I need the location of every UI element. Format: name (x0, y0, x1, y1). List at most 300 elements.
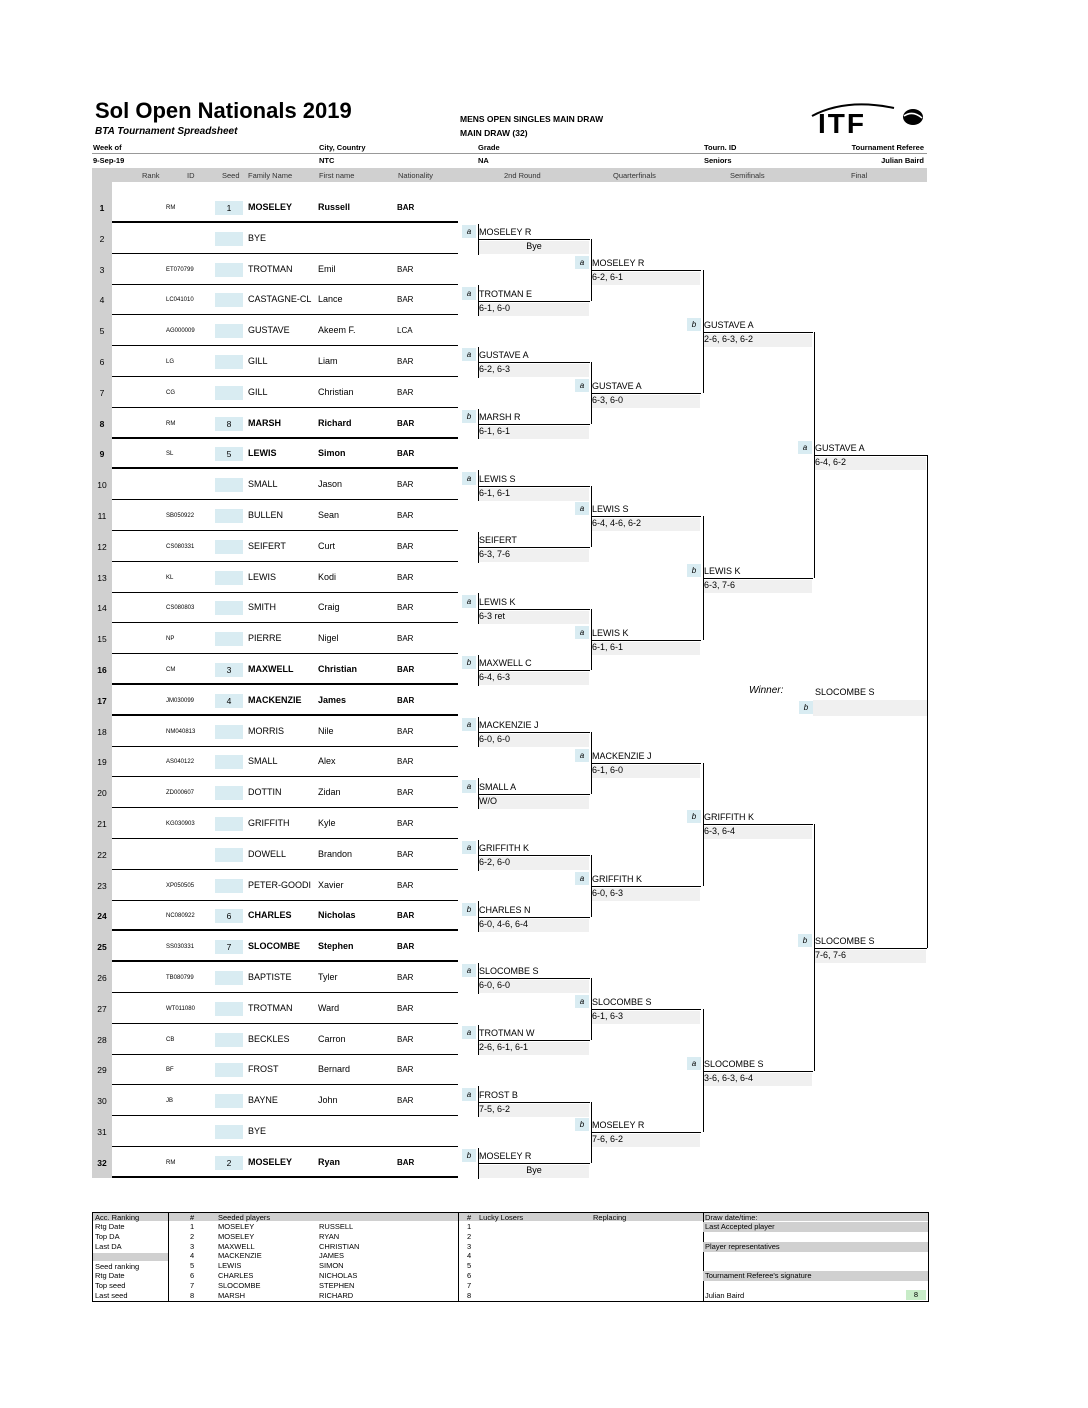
family-name: PETER-GOODI (248, 879, 312, 890)
match-flag: a (462, 780, 476, 793)
player-id: AG000009 (166, 328, 195, 335)
row-number: 30 (97, 1096, 107, 1107)
player-row (92, 932, 458, 962)
nationality: BAR (397, 1157, 415, 1167)
match-winner: SLOCOMBE S (592, 997, 652, 1008)
player-row (92, 901, 458, 931)
match-score: 6-4, 6-2 (815, 457, 926, 470)
nationality: BAR (397, 1065, 414, 1075)
tourn-id-value: Seniors (704, 156, 732, 165)
row-number: 2 (99, 233, 105, 244)
player-row (92, 994, 458, 1024)
seed-ranking-bar (93, 1253, 168, 1261)
seed-cell: 8 (215, 417, 243, 431)
player-row (92, 409, 458, 439)
player-row (92, 501, 458, 531)
family-name: BYE (248, 232, 267, 243)
seed-cell (215, 725, 243, 739)
bracket-connector (478, 486, 592, 548)
match-flag: b (575, 1118, 589, 1131)
player-id: AS040122 (166, 759, 195, 766)
col-family-name: Family Name (248, 171, 293, 180)
first-name: Richard (318, 417, 352, 428)
seed-first-name: JAMES (319, 1251, 345, 1261)
family-name: MARSH (248, 417, 281, 428)
match-winner: LEWIS K (479, 596, 516, 607)
nationality: BAR (397, 295, 414, 305)
seed-ranking: Seed ranking (95, 1262, 140, 1271)
player-id: JB (166, 1098, 174, 1105)
match-flag: a (575, 256, 589, 269)
match-winner: MAXWELL C (479, 658, 532, 669)
ll-hash: # (467, 1213, 472, 1222)
first-name: Jason (318, 479, 343, 490)
match-score: 6-4, 6-3 (479, 672, 589, 685)
lucky-loser-number: 1 (467, 1222, 472, 1231)
player-row (92, 285, 458, 315)
itf-logo-text: ITF (818, 108, 866, 139)
page-title: Sol Open Nationals 2019 (95, 98, 352, 123)
bracket-line (478, 794, 590, 795)
match-winner: SLOCOMBE S (815, 935, 875, 946)
player-id: ET070799 (166, 266, 194, 273)
family-name: MAXWELL (248, 664, 294, 674)
player-row (92, 378, 458, 408)
nationality: BAR (397, 387, 414, 397)
first-name: Liam (318, 356, 338, 366)
lucky-loser-number: 2 (467, 1231, 472, 1241)
seed-cell (215, 232, 243, 246)
signature-count: 8 (906, 1290, 926, 1300)
player-id: NP (166, 636, 175, 643)
bracket-connector (478, 609, 592, 671)
row-number: 32 (97, 1157, 107, 1168)
first-name: Christian (318, 386, 354, 397)
col-id: ID (187, 171, 195, 180)
player-id: CS080803 (166, 605, 195, 612)
family-name: SMALL (248, 756, 278, 767)
match-flag: b (687, 810, 701, 823)
family-name: MORRIS (248, 725, 284, 736)
match-flag: b (462, 656, 476, 669)
tourn-id-label: Tourn. ID (704, 143, 737, 152)
nationality: BAR (397, 357, 414, 366)
match-score: 6-3 ret (479, 611, 589, 624)
divider (458, 1213, 459, 1301)
family-name: SEIFERT (248, 540, 286, 551)
winner-score-cell (813, 700, 927, 716)
seed-number: 8 (190, 1290, 195, 1300)
row-line (112, 683, 458, 685)
bracket-line (478, 547, 590, 548)
match-winner: MARSH R (479, 412, 521, 422)
match-score: 6-4, 4-6, 6-2 (592, 518, 700, 531)
itf-logo (806, 100, 926, 140)
match-flag: a (575, 626, 589, 639)
event-name: MENS OPEN SINGLES MAIN DRAW (460, 114, 604, 124)
col-rank: Rank (142, 171, 160, 180)
row-line (112, 714, 458, 716)
match-flag: b (798, 934, 812, 947)
player-row (92, 1086, 458, 1116)
rank-label-3: Last DA (95, 1242, 122, 1251)
nationality: BAR (397, 973, 414, 982)
row-line (112, 437, 458, 439)
family-name: BYE (248, 1126, 267, 1136)
match-flag: a (462, 348, 476, 361)
first-name: Simon (318, 448, 346, 459)
first-name: Nigel (318, 633, 339, 644)
family-name: DOTTIN (248, 787, 282, 798)
first-name: Christian (318, 664, 358, 674)
grade-value: NA (478, 156, 489, 165)
player-id: CG (166, 389, 175, 396)
seed-cell (215, 540, 243, 554)
family-name: GILL (248, 386, 268, 397)
seed-cell: 4 (215, 694, 243, 708)
lucky-loser-number: 5 (467, 1261, 472, 1271)
bracket-line (478, 1040, 590, 1041)
match-score: 6-1, 6-1 (592, 642, 700, 655)
bracket-connector (591, 1009, 704, 1132)
player-id: TB080799 (166, 975, 194, 981)
nationality: BAR (397, 264, 414, 274)
row-number: 5 (99, 326, 105, 337)
match-score: 7-5, 6-2 (479, 1104, 589, 1117)
seeds-hash: # (190, 1213, 195, 1222)
row-number: 7 (99, 387, 105, 398)
player-row (92, 686, 458, 716)
winner-label: Winner: (749, 685, 784, 696)
player-id: SS030331 (166, 944, 195, 951)
bracket-connector (591, 516, 704, 639)
row-number: 20 (97, 788, 107, 799)
match-score: 6-3, 6-0 (592, 395, 700, 408)
row-number: 22 (97, 849, 107, 860)
nationality: BAR (397, 511, 414, 520)
match-score: 6-1, 6-0 (592, 765, 700, 778)
player-id: RM (166, 420, 176, 427)
grade-label: Grade (478, 143, 500, 152)
player-reps-label: Player representatives (705, 1242, 780, 1251)
family-name: MACKENZIE (248, 694, 302, 705)
divider (92, 153, 927, 154)
row-number: 21 (97, 819, 107, 829)
first-name: Tyler (318, 972, 338, 982)
family-name: BULLEN (248, 510, 284, 520)
match-score: 6-3, 7-6 (704, 580, 812, 593)
row-line (112, 960, 458, 962)
first-name: Emil (318, 263, 336, 274)
first-name: Nicholas (318, 910, 356, 921)
seed-cell (215, 848, 243, 862)
acc-ranking: Acc. Ranking (95, 1213, 140, 1222)
seed-cell (215, 263, 243, 277)
bracket-line (591, 1132, 701, 1133)
nationality: BAR (397, 203, 415, 212)
match-winner: LEWIS S (479, 473, 516, 484)
row-line (112, 929, 458, 931)
row-number: 13 (97, 572, 107, 583)
seed-number: 2 (190, 1231, 195, 1241)
match-flag: a (462, 225, 476, 238)
player-id: CS080331 (166, 543, 195, 550)
match-flag: b (462, 1149, 476, 1162)
seed-cell (215, 817, 243, 831)
player-row (92, 1148, 458, 1178)
seed-first-name: CHRISTIAN (319, 1241, 360, 1251)
player-id: LC041010 (166, 297, 194, 304)
row-number: 24 (97, 911, 107, 922)
first-name: Ryan (318, 1156, 341, 1167)
family-name: TROTMAN (248, 1002, 293, 1013)
nationality: BAR (397, 665, 415, 674)
family-name: FROST (248, 1064, 279, 1075)
seed-family-name: CHARLES (218, 1271, 254, 1280)
row-number: 1 (99, 203, 105, 213)
first-name: Bernard (318, 1064, 351, 1075)
match-score: W/O (479, 796, 589, 809)
family-name: LEWIS (248, 448, 277, 459)
first-name: Nile (318, 725, 334, 736)
match-score: 6-0, 6-3 (592, 888, 700, 901)
seed-cell: 5 (215, 447, 243, 461)
match-score: 6-2, 6-0 (479, 857, 589, 870)
match-flag: a (687, 1057, 701, 1070)
player-row (92, 532, 458, 562)
match-score: 6-3, 6-4 (704, 826, 812, 839)
player-row (92, 655, 458, 685)
seed-number: 7 (190, 1280, 195, 1290)
replacing-label: Replacing (593, 1213, 627, 1222)
seed-first-name: RUSSELL (319, 1222, 354, 1231)
row-number: 26 (97, 973, 107, 983)
player-id: SB050922 (166, 513, 195, 519)
city-value: NTC (319, 156, 335, 165)
row-number: 14 (97, 603, 107, 614)
match-winner: GUSTAVE A (704, 319, 754, 330)
match-winner: LEWIS K (592, 627, 629, 638)
nationality: BAR (397, 572, 414, 582)
seed-cell (215, 1033, 243, 1047)
match-winner: GRIFFITH K (479, 843, 529, 854)
player-row (92, 809, 458, 839)
player-row (92, 840, 458, 870)
seed-number: 6 (190, 1271, 195, 1280)
match-winner: SMALL A (479, 781, 517, 792)
row-number: 10 (97, 480, 107, 491)
match-flag: a (462, 472, 476, 485)
first-name: Lance (318, 294, 343, 305)
col-2nd-round: 2nd Round (504, 171, 541, 180)
first-name: Akeem F. (318, 325, 356, 336)
match-winner: SLOCOMBE S (479, 966, 539, 977)
rank-label-1: Rtg Date (95, 1222, 125, 1231)
lucky-loser-number: 3 (467, 1241, 472, 1251)
row-number: 4 (99, 295, 105, 306)
first-name: Alex (318, 756, 336, 767)
match-winner: LEWIS K (704, 566, 741, 576)
family-name: GUSTAVE (248, 325, 290, 336)
bracket-connector (703, 332, 815, 578)
seed-cell (215, 1125, 243, 1139)
seed-cell: 3 (215, 663, 243, 677)
divider (168, 1213, 169, 1301)
match-flag: b (462, 903, 476, 916)
row-number: 29 (97, 1065, 107, 1076)
week-label: Week of (93, 143, 122, 152)
row-line (112, 467, 458, 469)
row-number: 16 (97, 665, 107, 675)
row-number: 6 (99, 357, 105, 367)
family-name: MOSELEY (248, 202, 293, 212)
match-winner: GRIFFITH K (592, 874, 642, 884)
match-flag: a (462, 841, 476, 854)
seed-first-name: RICHARD (319, 1290, 354, 1300)
seed-first-name: SIMON (319, 1261, 344, 1271)
match-score: 6-1, 6-1 (479, 488, 589, 501)
player-id: JM030099 (166, 697, 195, 704)
seed-family-name: LEWIS (218, 1261, 242, 1271)
family-name: SMITH (248, 602, 276, 613)
family-name: CASTAGNE-CL (248, 294, 312, 305)
family-name: BAYNE (248, 1095, 278, 1106)
bracket-line (814, 948, 927, 949)
winner-flag: b (799, 701, 813, 714)
player-id: CM (166, 667, 176, 673)
footer-table (92, 1212, 929, 1302)
lucky-loser-number: 6 (467, 1271, 472, 1280)
first-name: Curt (318, 540, 336, 551)
seed-label-3: Last seed (95, 1291, 128, 1300)
match-flag: a (575, 995, 589, 1008)
family-name: SMALL (248, 479, 278, 490)
match-winner: MACKENZIE J (479, 720, 539, 730)
seed-cell (215, 324, 243, 338)
bracket-connector (591, 270, 704, 393)
bracket-line (478, 670, 590, 671)
match-flag: a (462, 287, 476, 300)
player-id: ZD000607 (166, 790, 195, 797)
player-row (92, 193, 458, 223)
bracket-connector (478, 732, 592, 794)
col-semifinals: Semifinals (730, 171, 765, 180)
match-score: Bye (479, 1165, 589, 1178)
family-name: GRIFFITH (248, 818, 290, 828)
bracket-line (703, 578, 813, 579)
seed-cell (215, 571, 243, 585)
player-row (92, 470, 458, 500)
match-flag: a (575, 872, 589, 885)
week-value: 9-Sep-19 (93, 156, 125, 165)
nationality: BAR (397, 1003, 414, 1013)
player-id: SL (166, 451, 174, 458)
nationality: LCA (397, 326, 413, 336)
col-final: Final (851, 171, 868, 180)
seed-cell: 2 (215, 1156, 243, 1170)
match-winner: MOSELEY R (479, 1151, 532, 1162)
match-flag: b (687, 318, 701, 331)
first-name: Kyle (318, 818, 336, 828)
row-number: 19 (97, 757, 107, 768)
match-flag: a (462, 964, 476, 977)
col-first-name: First name (319, 171, 355, 180)
nationality: BAR (397, 849, 414, 859)
bracket-connector (591, 763, 704, 886)
nationality: BAR (397, 1034, 414, 1044)
row-number: 31 (97, 1127, 107, 1137)
first-name: Stephen (318, 941, 354, 952)
col-nationality: Nationality (398, 171, 434, 180)
draw-date-label: Draw date/time: (705, 1213, 758, 1222)
bracket-connector (478, 239, 592, 301)
bracket-connector (703, 824, 815, 1070)
seed-cell (215, 1002, 243, 1016)
first-name: John (318, 1095, 338, 1106)
nationality: BAR (397, 480, 414, 490)
bracket-connector (478, 978, 592, 1040)
player-row (92, 347, 458, 377)
bracket-line (478, 917, 590, 918)
seed-cell (215, 786, 243, 800)
player-row (92, 593, 458, 623)
seed-family-name: MOSELEY (218, 1222, 255, 1231)
seeded-players-label: Seeded players (218, 1213, 271, 1222)
row-number: 18 (97, 726, 107, 737)
seed-cell (215, 879, 243, 893)
lucky-loser-number: 7 (467, 1280, 472, 1290)
player-id: XP050505 (166, 882, 195, 889)
signature-name: Julian Baird (705, 1291, 745, 1300)
match-winner: FROST B (479, 1089, 518, 1100)
player-id: WT011080 (166, 1005, 195, 1012)
seed-label-1: Rtg Date (95, 1271, 125, 1280)
match-flag: a (575, 749, 589, 762)
match-winner: TROTMAN W (479, 1028, 535, 1038)
match-winner: GUSTAVE A (815, 442, 865, 453)
family-name: TROTMAN (248, 263, 293, 274)
ref-signature-label: Tournament Referee's signature (705, 1271, 812, 1280)
player-row (92, 255, 458, 285)
match-winner: SLOCOMBE S (704, 1058, 764, 1069)
nationality: BAR (397, 634, 414, 644)
match-winner: GUSTAVE A (592, 381, 642, 392)
match-score: 6-3, 7-6 (479, 549, 589, 562)
player-id: NM040813 (166, 728, 196, 735)
player-id: CB (166, 1036, 175, 1043)
bracket-line (591, 640, 701, 641)
lucky-losers-label: Lucky Losers (479, 1213, 524, 1222)
seed-first-name: STEPHEN (319, 1280, 355, 1290)
seed-cell: 7 (215, 940, 243, 954)
rank-label-2: Top DA (95, 1232, 120, 1241)
row-line (112, 221, 458, 223)
match-score: 6-1, 6-1 (479, 426, 589, 439)
seed-cell (215, 755, 243, 769)
nationality: BAR (397, 418, 415, 428)
bracket-connector (478, 1102, 592, 1164)
player-row (92, 1117, 458, 1147)
row-number: 9 (99, 449, 105, 460)
family-name: BECKLES (248, 1033, 290, 1044)
bracket-connector (478, 362, 592, 424)
match-score: 3-6, 6-3, 6-4 (704, 1073, 812, 1086)
player-row (92, 439, 458, 469)
first-name: Brandon (318, 848, 353, 859)
match-score: 2-6, 6-3, 6-2 (704, 334, 812, 347)
family-name: LEWIS (248, 571, 277, 582)
row-number: 23 (97, 880, 107, 891)
